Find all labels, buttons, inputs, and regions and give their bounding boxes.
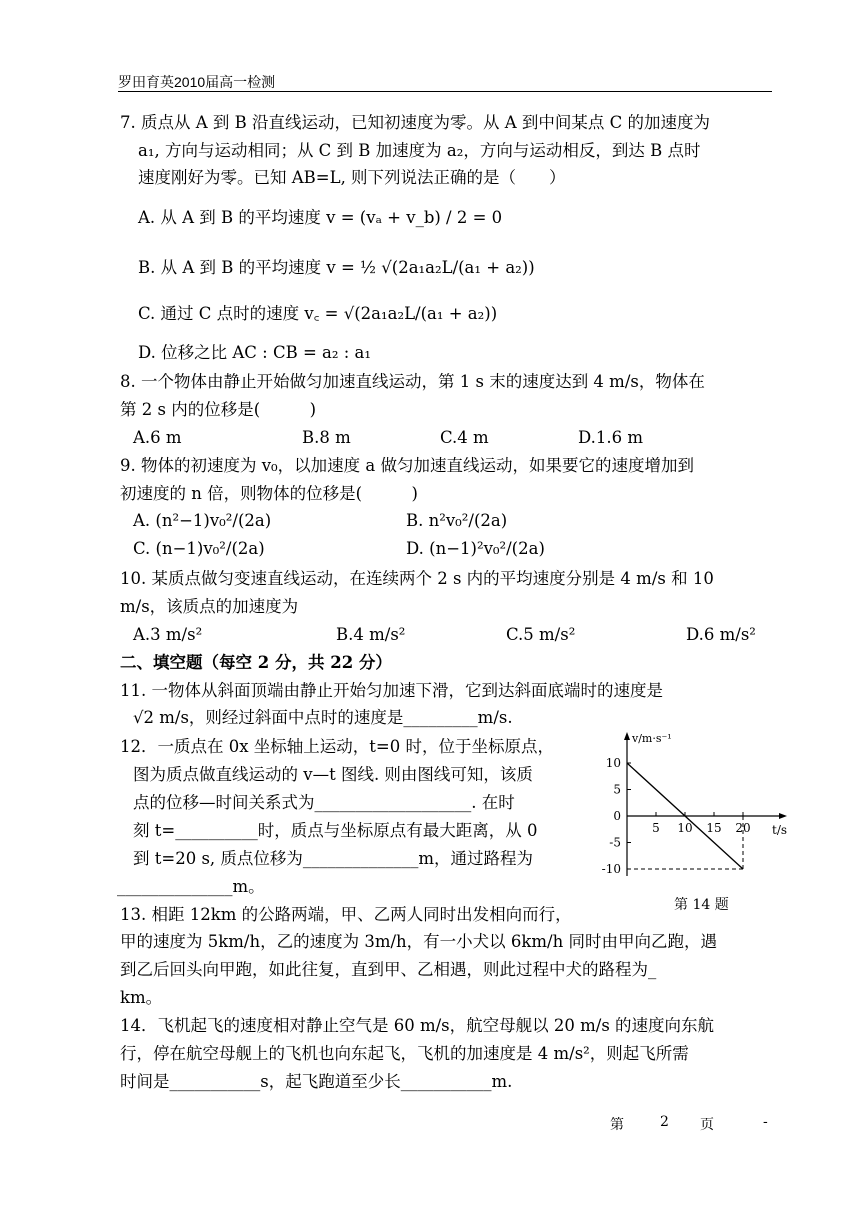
graph-axes	[624, 732, 787, 876]
q8-option-b: B.8 m	[302, 428, 351, 447]
footer-dash: -	[763, 1114, 768, 1130]
footer-label-ye: 页	[700, 1117, 714, 1133]
footer-page-number: 2	[660, 1114, 669, 1130]
q12-line2: 图为质点做直线运动的 v—t 图线. 则由图线可知，该质	[133, 765, 533, 784]
q13-line4: km。	[120, 988, 163, 1007]
header-rule	[118, 91, 772, 92]
q7-option-b: B. 从 A 到 B 的平均速度 v = ½ √(2a₁a₂L/(a₁ + a₂))	[138, 258, 535, 277]
y-tick-label: -5	[609, 835, 621, 850]
q14-line3: 时间是___________s，起飞跑道至少长___________m.	[120, 1072, 513, 1091]
q12-line4: 刻 t=__________时，质点与坐标原点有最大距离，从 0	[133, 821, 538, 840]
q7-line3: 速度刚好为零。已知 AB=L, 则下列说法正确的是（ ）	[138, 168, 566, 187]
q12-line3: 点的位移—时间关系式为___________________. 在时	[133, 793, 515, 812]
q8-line1: 8. 一个物体由静止开始做匀加速直线运动，第 1 s 末的速度达到 4 m/s，物体在	[120, 372, 705, 391]
q12-line1: 12．一质点在 0x 坐标轴上运动，t=0 时，位于坐标原点，	[120, 737, 554, 756]
q8-line2: 第 2 s 内的位移是( )	[120, 400, 317, 419]
q12-line5: 到 t=20 s, 质点位移为______________m，通过路程为	[133, 849, 534, 868]
q9-option-b: B. n²v₀²/(2a)	[406, 511, 508, 530]
footer-label-di: 第	[610, 1117, 624, 1133]
graph-caption: 第 14 题	[674, 897, 729, 913]
q12-line6: ______________m。	[117, 877, 265, 896]
q7-option-a: A. 从 A 到 B 的平均速度 v = (vₐ + v_b) / 2 = 0	[138, 208, 503, 227]
q10-line1: 10. 某质点做匀变速直线运动，在连续两个 2 s 内的平均速度分别是 4 m/s 和 10	[120, 569, 714, 588]
q8-option-a: A.6 m	[133, 428, 182, 447]
page-header: 罗田育英2010届高一检测	[118, 74, 276, 90]
q10-option-a: A.3 m/s²	[133, 625, 203, 644]
q10-option-d: D.6 m/s²	[686, 625, 756, 644]
q9-line2: 初速度的 n 倍，则物体的位移是( )	[120, 484, 418, 503]
graph-ylabel: v/m·s⁻¹	[632, 732, 672, 745]
q10-option-c: C.5 m/s²	[506, 625, 576, 644]
x-tick-label: 5	[652, 821, 660, 835]
q7-option-d: D. 位移之比 AC : CB = a₂ : a₁	[138, 343, 371, 362]
q7-line2: a₁, 方向与运动相同；从 C 到 B 加速度为 a₂，方向与运动相反，到达 B 点时	[138, 141, 701, 160]
q10-option-b: B.4 m/s²	[336, 625, 406, 644]
q14-line1: 14．飞机起飞的速度相对静止空气是 60 m/s，航空母舰以 20 m/s 的速度向东航	[120, 1016, 715, 1035]
q11-line1: 11. 一物体从斜面顶端由静止开始匀加速下滑，它到达斜面底端时的速度是	[120, 681, 663, 700]
q11-line2: √2 m/s，则经过斜面中点时的速度是_________m/s.	[133, 708, 513, 727]
y-tick-label: -10	[601, 862, 621, 876]
q13-line1: 13. 相距 12km 的公路两端，甲、乙两人同时出发相向而行，	[120, 905, 572, 924]
x-tick-label: 15	[706, 821, 722, 835]
q13-line2: 甲的速度为 5km/h，乙的速度为 3m/h，有一小犬以 6km/h 同时由甲向乙跑，遇	[120, 932, 717, 951]
q7-option-c: C. 通过 C 点时的速度 v꜀ = √(2a₁a₂L/(a₁ + a₂))	[138, 304, 498, 323]
y-tick-label: 5	[613, 782, 621, 797]
q9-option-c: C. (n−1)v₀²/(2a)	[133, 539, 265, 558]
q9-option-a: A. (n²−1)v₀²/(2a)	[133, 511, 272, 530]
q7-line1: 7. 质点从 A 到 B 沿直线运动，已知初速度为零。从 A 到中间某点 C 的加速度为	[120, 113, 711, 132]
y-tick-label: 10	[605, 756, 621, 770]
q10-line2: m/s，该质点的加速度为	[120, 597, 299, 616]
graph-xlabel: t/s	[772, 823, 788, 837]
section-2-title: 二、填空题（每空 2 分，共 22 分）	[120, 653, 392, 672]
q9-line1: 9. 物体的初速度为 v₀，以加速度 a 做匀加速直线运动，如果要它的速度增加到	[120, 456, 694, 475]
x-tick-label: 10	[677, 821, 693, 835]
y-tick-label: 0	[613, 809, 621, 823]
q8-option-d: D.1.6 m	[578, 428, 644, 447]
q9-option-d: D. (n−1)²v₀²/(2a)	[406, 539, 545, 558]
x-tick-label: 20	[735, 821, 751, 835]
q8-option-c: C.4 m	[440, 428, 489, 447]
q14-line2: 行，停在航空母舰上的飞机也向东起飞，飞机的加速度是 4 m/s²，则起飞所需	[120, 1044, 689, 1063]
vt-graph	[592, 726, 792, 916]
q13-line3: 到乙后回头向甲跑，如此往复，直到甲、乙相遇，则此过程中犬的路程为_	[120, 960, 657, 979]
